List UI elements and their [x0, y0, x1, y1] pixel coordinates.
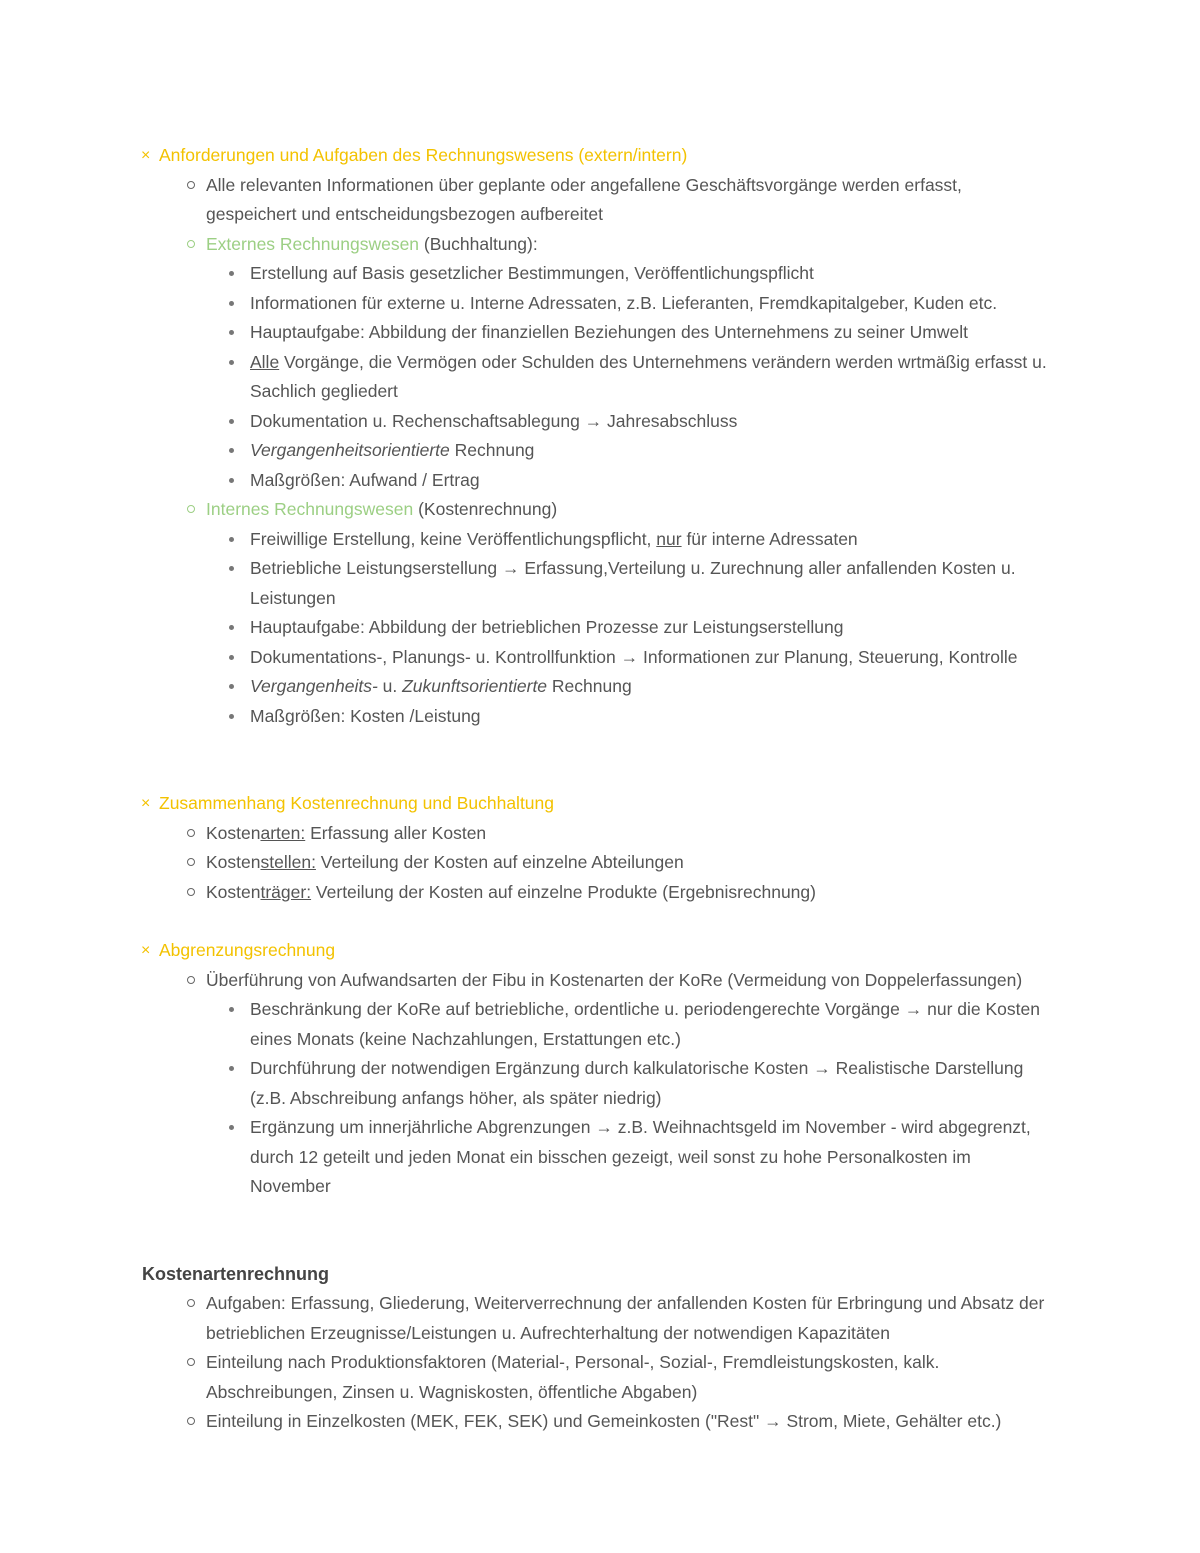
- section-heading: × Zusammenhang Kostenrechnung und Buchhaltung: [140, 789, 1050, 819]
- list-item: Beschränkung der KoRe auf betriebliche, ordentliche u. periodengerechte Vorgänge → nur die Kosten eines Monats (keine Nachzahlungen, Erstattungen etc.): [140, 995, 1050, 1054]
- list-item-extern: Externes Rechnungswesen (Buchhaltung):: [140, 230, 1050, 260]
- list-item: Kostenarten: Erfassung aller Kosten: [140, 819, 1050, 849]
- list-item: Erstellung auf Basis gesetzlicher Bestimmungen, Veröffentlichungspflicht: [140, 259, 1050, 289]
- dot-bullet-icon: [229, 448, 234, 453]
- list-item: Einteilung in Einzelkosten (MEK, FEK, SEK) und Gemeinkosten ("Rest" → Strom, Miete, Gehälter etc.): [140, 1407, 1050, 1437]
- dot-bullet-icon: [229, 271, 234, 276]
- list-item: Einteilung nach Produktionsfaktoren (Material-, Personal-, Sozial-, Fremdleistungskosten, kalk. Abschreibungen, Zinsen u. Wagniskosten, öffentliche Abgaben): [140, 1348, 1050, 1407]
- list-item: Durchführung der notwendigen Ergänzung durch kalkulatorische Kosten → Realistische Darstellung (z.B. Abschreibung anfangs höher, als später niedrig): [140, 1054, 1050, 1113]
- circle-bullet-icon: [187, 1299, 195, 1307]
- list-item: Betriebliche Leistungserstellung → Erfassung,Verteilung u. Zurechnung aller anfallenden Kosten u. Leistungen: [140, 554, 1050, 613]
- list-item: Überführung von Aufwandsarten der Fibu in Kostenarten der KoRe (Vermeidung von Doppelerfassungen): [140, 966, 1050, 996]
- list-item: Maßgrößen: Kosten /Leistung: [140, 702, 1050, 732]
- dot-bullet-icon: [229, 714, 234, 719]
- dot-bullet-icon: [229, 537, 234, 542]
- dot-bullet-icon: [229, 566, 234, 571]
- list-item: Vergangenheits- u. Zukunftsorientierte Rechnung: [140, 672, 1050, 702]
- section-heading: × Anforderungen und Aufgaben des Rechnungswesens (extern/intern): [140, 141, 1050, 171]
- circle-bullet-icon: [187, 829, 195, 837]
- circle-bullet-icon: [187, 1417, 195, 1425]
- list-item: Dokumentations-, Planungs- u. Kontrollfunktion → Informationen zur Planung, Steuerung, Kontrolle: [140, 643, 1050, 673]
- list-item: Hauptaufgabe: Abbildung der finanziellen Beziehungen des Unternehmens zu seiner Umwelt: [140, 318, 1050, 348]
- list-item: Informationen für externe u. Interne Adressaten, z.B. Lieferanten, Fremdkapitalgeber, Kuden etc.: [140, 289, 1050, 319]
- dot-bullet-icon: [229, 419, 234, 424]
- list-item: Ergänzung um innerjährliche Abgrenzungen → z.B. Weihnachtsgeld im November - wird abgegrenzt, durch 12 geteilt und jeden Monat ein bisschen gezeigt, weil sonst zu hohe Personalkosten im November: [140, 1113, 1050, 1202]
- list-item: Maßgrößen: Aufwand / Ertrag: [140, 466, 1050, 496]
- list-item: Alle relevanten Informationen über geplante oder angefallene Geschäftsvorgänge werden erfasst, gespeichert und entscheidungsbezogen aufbereitet: [140, 171, 1050, 230]
- list-item: Vergangenheitsorientierte Rechnung: [140, 436, 1050, 466]
- dot-bullet-icon: [229, 655, 234, 660]
- circle-bullet-icon: [187, 858, 195, 866]
- list-item-intern: Internes Rechnungswesen (Kostenrechnung): [140, 495, 1050, 525]
- dot-bullet-icon: [229, 684, 234, 689]
- x-marker-icon: ×: [141, 942, 151, 959]
- circle-bullet-icon: [187, 888, 195, 896]
- dot-bullet-icon: [229, 330, 234, 335]
- list-item: Aufgaben: Erfassung, Gliederung, Weiterverrechnung der anfallenden Kosten für Erbringung und Absatz der betrieblichen Erzeugnisse/Leistungen u. Aufrechterhaltung der notwendigen Kapazitäten: [140, 1289, 1050, 1348]
- list-item: Freiwillige Erstellung, keine Veröffentlichungspflicht, nur für interne Adressaten: [140, 525, 1050, 555]
- list-item: Hauptaufgabe: Abbildung der betrieblichen Prozesse zur Leistungserstellung: [140, 613, 1050, 643]
- x-marker-icon: ×: [141, 795, 151, 812]
- dot-bullet-icon: [229, 478, 234, 483]
- section-anforderungen: [140, 141, 1050, 731]
- dot-bullet-icon: [229, 1066, 234, 1071]
- circle-bullet-icon: [187, 240, 195, 248]
- section-heading: Kostenartenrechnung: [142, 1263, 330, 1284]
- list-item: Kostenstellen: Verteilung der Kosten auf einzelne Abteilungen: [140, 848, 1050, 878]
- section-heading: × Abgrenzungsrechnung: [140, 936, 1050, 966]
- section-abgrenzung: [140, 936, 1050, 1202]
- circle-bullet-icon: [187, 505, 195, 513]
- list-item: Kostenträger: Verteilung der Kosten auf einzelne Produkte (Ergebnisrechnung): [140, 878, 1050, 908]
- list-item: Dokumentation u. Rechenschaftsablegung → Jahresabschluss: [140, 407, 1050, 437]
- dot-bullet-icon: [229, 1007, 234, 1012]
- circle-bullet-icon: [187, 1358, 195, 1366]
- circle-bullet-icon: [187, 181, 195, 189]
- section-kostenartenrechnung: [140, 1260, 1050, 1437]
- dot-bullet-icon: [229, 1125, 234, 1130]
- x-marker-icon: ×: [141, 147, 151, 164]
- dot-bullet-icon: [229, 301, 234, 306]
- dot-bullet-icon: [229, 360, 234, 365]
- circle-bullet-icon: [187, 976, 195, 984]
- section-zusammenhang: [140, 789, 1050, 907]
- dot-bullet-icon: [229, 625, 234, 630]
- list-item: Alle Vorgänge, die Vermögen oder Schulden des Unternehmens verändern werden wrtmäßig erfasst u. Sachlich gegliedert: [140, 348, 1050, 407]
